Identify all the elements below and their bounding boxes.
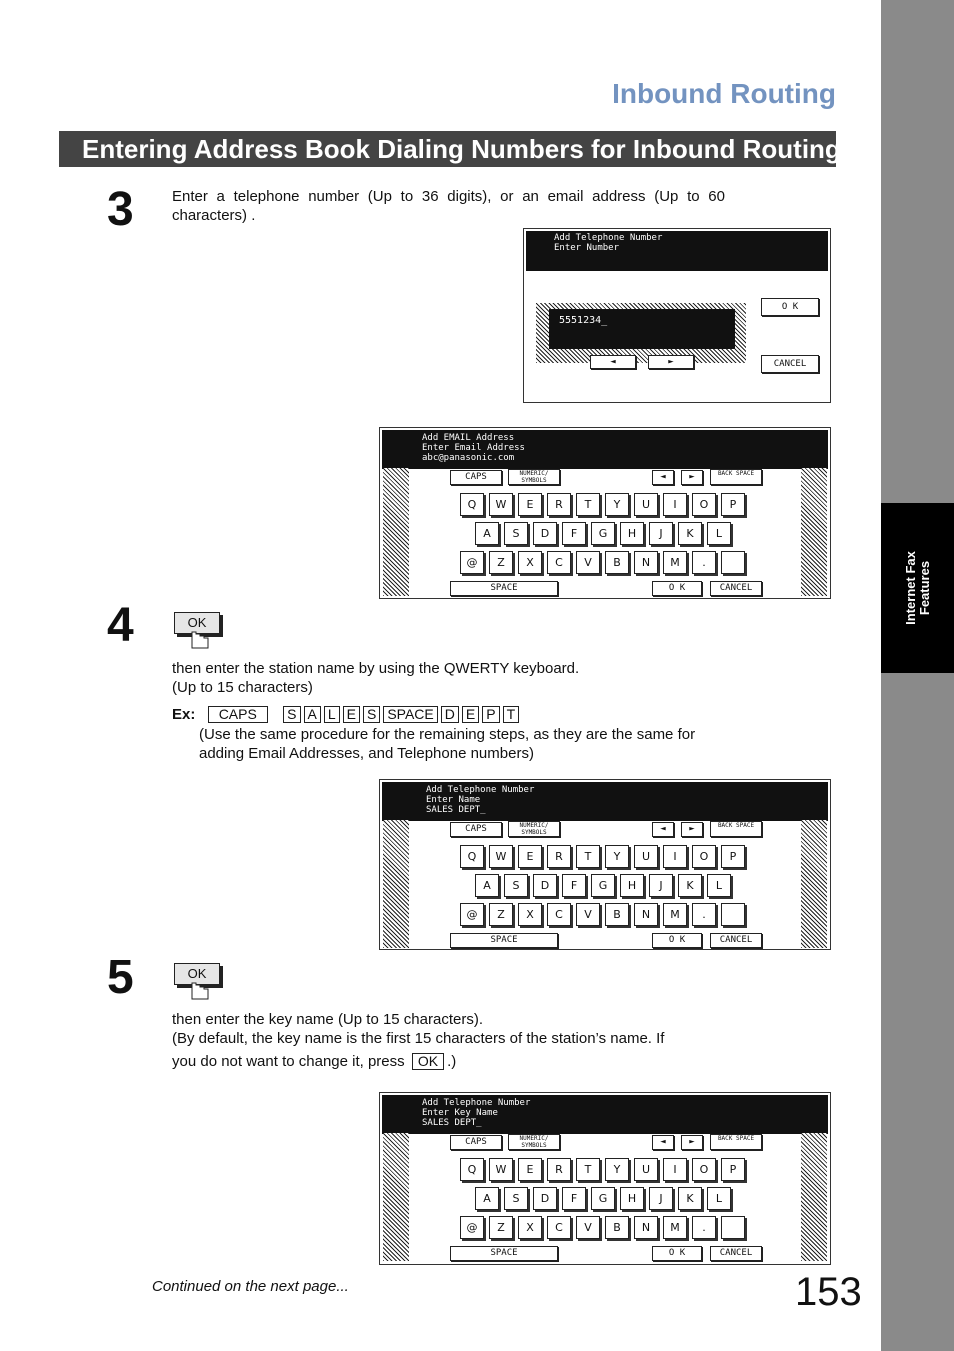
step4-text1: then enter the station name by using the QWERTY keyboard. <box>172 660 580 677</box>
key[interactable]: S <box>504 1187 528 1210</box>
qwerty-keyboard <box>460 845 745 926</box>
keyboard-row <box>475 1187 745 1210</box>
side-tab <box>881 503 954 673</box>
key[interactable]: O <box>692 1158 716 1181</box>
key[interactable]: G <box>591 874 615 897</box>
keyboard-row <box>475 874 745 897</box>
key[interactable]: R <box>547 845 571 868</box>
key[interactable]: Z <box>489 1216 513 1239</box>
key[interactable]: M <box>663 1216 687 1239</box>
step4-note1: (Use the same procedure for the remaining steps, as they are the same for <box>199 726 696 743</box>
lcd-screen-email <box>379 427 831 599</box>
key[interactable]: . <box>692 1216 716 1239</box>
key[interactable]: Y <box>605 1158 629 1181</box>
key[interactable]: G <box>591 1187 615 1210</box>
space-button[interactable]: SPACE <box>450 933 558 948</box>
key[interactable]: D <box>533 874 557 897</box>
number-input[interactable]: 5551234_ <box>549 309 735 349</box>
key[interactable]: T <box>576 1158 600 1181</box>
side-bar <box>881 0 954 1351</box>
qwerty-keyboard <box>460 493 745 574</box>
key[interactable]: V <box>576 1216 600 1239</box>
key[interactable]: P <box>721 1158 745 1181</box>
key[interactable]: E <box>518 845 542 868</box>
lcd-header-line: SALES DEPT_ <box>422 1118 482 1128</box>
key[interactable]: G <box>591 522 615 545</box>
lcd-header-line: Enter Name <box>426 795 481 805</box>
key[interactable]: U <box>634 845 658 868</box>
example-key: D <box>441 706 459 723</box>
key[interactable]: L <box>707 874 731 897</box>
lcd-header-line: Add Telephone Number <box>554 233 663 243</box>
key[interactable]: P <box>721 493 745 516</box>
example-key: T <box>503 706 520 723</box>
hatch-left <box>383 1133 409 1261</box>
lcd-header-line: Add EMAIL Address <box>422 433 515 443</box>
key[interactable]: Q <box>460 845 484 868</box>
key[interactable]: M <box>663 551 687 574</box>
key[interactable]: P <box>721 845 745 868</box>
caps-button[interactable]: CAPS <box>450 470 502 485</box>
step5-text3-pre: you do not want to change it, press <box>172 1053 405 1070</box>
keyboard-row <box>460 903 745 926</box>
keyboard-row <box>460 845 745 868</box>
banner-title: Entering Address Book Dialing Numbers for Inbound Routing <box>59 131 836 167</box>
ok-button[interactable]: O K <box>652 581 702 596</box>
key[interactable]: H <box>620 874 644 897</box>
key[interactable]: D <box>533 522 557 545</box>
key[interactable]: I <box>663 493 687 516</box>
key[interactable]: T <box>576 845 600 868</box>
key[interactable]: K <box>678 1187 702 1210</box>
side-tab-line1: Internet Fax <box>902 551 918 625</box>
lcd-header-line: Add Telephone Number <box>426 785 535 795</box>
caps-button[interactable]: CAPS <box>450 822 502 837</box>
back-space-button[interactable]: BACK SPACE <box>710 821 762 837</box>
hatch-right <box>801 468 827 596</box>
key[interactable]: S <box>504 522 528 545</box>
key[interactable]: X <box>518 1216 542 1239</box>
example-label: Ex: <box>172 706 196 723</box>
inline-ok-key: OK <box>412 1053 444 1070</box>
numeric-symbols-button[interactable]: NUMERIC/ SYMBOLS <box>508 821 560 837</box>
key[interactable]: O <box>692 845 716 868</box>
step5-text2: (By default, the key name is the first 15 characters of the station’s name. If <box>172 1030 665 1047</box>
key[interactable]: M <box>663 903 687 926</box>
space-button[interactable]: SPACE <box>450 581 558 596</box>
example-key: SPACE <box>383 706 437 723</box>
keyboard-row <box>460 1158 745 1181</box>
key[interactable]: F <box>562 1187 586 1210</box>
key[interactable]: V <box>576 903 600 926</box>
hand-press-icon <box>188 628 210 654</box>
right-arrow-button[interactable]: ► <box>648 355 694 369</box>
example-line <box>172 705 522 724</box>
cancel-button[interactable]: CANCEL <box>710 1246 762 1261</box>
key[interactable]: C <box>547 903 571 926</box>
key[interactable]: B <box>605 551 629 574</box>
step-number-3: 3 <box>107 183 134 236</box>
left-arrow-button[interactable]: ◄ <box>590 355 636 369</box>
key[interactable]: . <box>692 551 716 574</box>
key[interactable]: C <box>547 551 571 574</box>
continued-note: Continued on the next page... <box>152 1278 349 1295</box>
hatch-right <box>801 1133 827 1261</box>
hatch-left <box>383 468 409 596</box>
keyboard-row <box>460 493 745 516</box>
space-button[interactable]: SPACE <box>450 1246 558 1261</box>
key[interactable]: Y <box>605 845 629 868</box>
ok-button[interactable]: O K <box>652 1246 702 1261</box>
key[interactable]: N <box>634 1216 658 1239</box>
lcd-header-line: abc@panasonic.com <box>422 453 515 463</box>
step5-text3-post: .) <box>447 1053 457 1070</box>
ok-button[interactable]: O K <box>652 933 702 948</box>
key[interactable]: K <box>678 522 702 545</box>
lcd-header-line: Enter Number <box>554 243 620 253</box>
step-number-4: 4 <box>107 599 134 652</box>
lcd-screen-number <box>523 228 831 403</box>
key[interactable]: B <box>605 903 629 926</box>
key[interactable]: F <box>562 874 586 897</box>
key[interactable]: Q <box>460 493 484 516</box>
key[interactable]: I <box>663 1158 687 1181</box>
keyboard-row <box>460 551 745 574</box>
hatch-right <box>801 820 827 948</box>
keyboard-row <box>475 522 745 545</box>
step5-text3 <box>172 1052 456 1071</box>
step4-text2: (Up to 15 characters) <box>172 679 313 696</box>
lcd-screen-name <box>379 779 831 950</box>
qwerty-keyboard <box>460 1158 745 1239</box>
cancel-button[interactable]: CANCEL <box>710 581 762 596</box>
key[interactable]: X <box>518 551 542 574</box>
key[interactable]: R <box>547 493 571 516</box>
back-space-button[interactable]: BACK SPACE <box>710 1134 762 1150</box>
key[interactable]: E <box>518 493 542 516</box>
keyboard-row <box>460 1216 745 1239</box>
lcd-header-line: SALES DEPT_ <box>426 805 486 815</box>
key[interactable]: H <box>620 1187 644 1210</box>
right-arrow-button[interactable]: ► <box>681 1135 703 1150</box>
hatch-left <box>383 820 409 948</box>
right-arrow-button[interactable]: ► <box>681 470 703 485</box>
cancel-button[interactable]: CANCEL <box>761 355 819 373</box>
key[interactable]: A <box>475 522 499 545</box>
key[interactable]: X <box>518 903 542 926</box>
key[interactable]: H <box>620 522 644 545</box>
key[interactable]: V <box>576 551 600 574</box>
key[interactable] <box>721 903 745 926</box>
left-arrow-button[interactable]: ◄ <box>652 470 674 485</box>
cancel-button[interactable]: CANCEL <box>710 933 762 948</box>
key[interactable]: Y <box>605 493 629 516</box>
key[interactable]: Z <box>489 903 513 926</box>
key[interactable]: N <box>634 551 658 574</box>
step4-note2: adding Email Addresses, and Telephone numbers) <box>199 745 534 762</box>
key[interactable]: . <box>692 903 716 926</box>
key[interactable]: @ <box>460 1216 484 1239</box>
key[interactable]: U <box>634 1158 658 1181</box>
ok-button[interactable]: O K <box>761 298 819 316</box>
key[interactable]: L <box>707 1187 731 1210</box>
key[interactable] <box>721 1216 745 1239</box>
key[interactable]: E <box>518 1158 542 1181</box>
example-key: A <box>304 706 321 723</box>
key[interactable]: W <box>489 1158 513 1181</box>
example-key: CAPS <box>208 706 268 723</box>
key[interactable]: @ <box>460 551 484 574</box>
key[interactable]: A <box>475 874 499 897</box>
key[interactable]: L <box>707 522 731 545</box>
key[interactable]: F <box>562 522 586 545</box>
example-key: E <box>462 706 479 723</box>
key[interactable]: K <box>678 874 702 897</box>
back-space-button[interactable]: BACK SPACE <box>710 469 762 485</box>
key[interactable]: A <box>475 1187 499 1210</box>
example-key: E <box>343 706 360 723</box>
step5-text1: then enter the key name (Up to 15 characters). <box>172 1011 483 1028</box>
caps-button[interactable]: CAPS <box>450 1135 502 1150</box>
key[interactable]: Z <box>489 551 513 574</box>
ok-key[interactable]: OK <box>174 963 220 985</box>
hand-press-icon <box>188 979 210 1005</box>
step3-text: Enter a telephone number (Up to 36 digits), or an email address (Up to 60 characters) . <box>172 188 725 224</box>
key[interactable]: B <box>605 1216 629 1239</box>
key[interactable]: W <box>489 845 513 868</box>
key[interactable]: T <box>576 493 600 516</box>
key[interactable]: Q <box>460 1158 484 1181</box>
example-key: S <box>283 706 300 723</box>
section-title: Inbound Routing <box>612 78 836 109</box>
step-number-5: 5 <box>107 951 134 1004</box>
left-arrow-button[interactable]: ◄ <box>652 1135 674 1150</box>
page-number: 153 <box>795 1270 862 1314</box>
lcd-screen-keyname <box>379 1092 831 1265</box>
key[interactable]: I <box>663 845 687 868</box>
key[interactable] <box>721 551 745 574</box>
right-arrow-button[interactable]: ► <box>681 822 703 837</box>
key[interactable]: J <box>649 1187 673 1210</box>
key[interactable]: J <box>649 874 673 897</box>
key[interactable]: C <box>547 1216 571 1239</box>
key[interactable]: D <box>533 1187 557 1210</box>
key[interactable]: S <box>504 874 528 897</box>
key[interactable]: U <box>634 493 658 516</box>
key[interactable]: W <box>489 493 513 516</box>
numeric-symbols-button[interactable]: NUMERIC/ SYMBOLS <box>508 1134 560 1150</box>
lcd-header-line: Enter Email Address <box>422 443 525 453</box>
key[interactable]: R <box>547 1158 571 1181</box>
key[interactable]: J <box>649 522 673 545</box>
example-key: P <box>482 706 499 723</box>
key[interactable]: N <box>634 903 658 926</box>
numeric-symbols-button[interactable]: NUMERIC/ SYMBOLS <box>508 469 560 485</box>
lcd-header-line: Enter Key Name <box>422 1108 498 1118</box>
side-tab-line2: Features <box>916 560 932 616</box>
ok-key[interactable]: OK <box>174 612 220 634</box>
left-arrow-button[interactable]: ◄ <box>652 822 674 837</box>
key[interactable]: @ <box>460 903 484 926</box>
example-key: S <box>363 706 380 723</box>
key[interactable]: O <box>692 493 716 516</box>
lcd-header-line: Add Telephone Number <box>422 1098 531 1108</box>
example-key: L <box>324 706 340 723</box>
